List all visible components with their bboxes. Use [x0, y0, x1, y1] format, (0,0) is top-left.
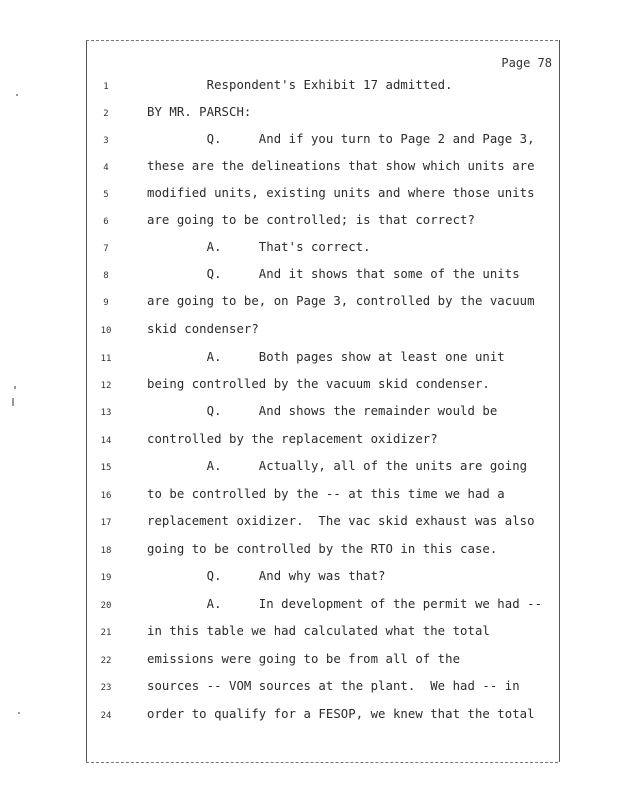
- transcript-line: [0, 184, 618, 211]
- transcript-line: [0, 103, 618, 130]
- line-text: A. Actually, all of the units are going: [147, 459, 528, 473]
- line-number: 23: [100, 683, 112, 693]
- line-text: to be controlled by the -- at this time we had a: [147, 487, 505, 501]
- line-text: going to be controlled by the RTO in this case.: [147, 542, 498, 556]
- transcript-line: [0, 595, 618, 622]
- line-number: 7: [103, 244, 109, 254]
- line-text: Q. And it shows that some of the units: [147, 267, 520, 281]
- transcript-line: [0, 622, 618, 649]
- scan-speck: [16, 94, 18, 96]
- line-text: emissions were going to be from all of the: [147, 652, 461, 666]
- transcript-line: [0, 402, 618, 429]
- line-text: being controlled by the vacuum skid condenser.: [147, 377, 490, 391]
- transcript-line: [0, 485, 618, 512]
- line-number: 3: [103, 136, 109, 146]
- line-text: these are the delineations that show which units are: [147, 159, 535, 173]
- line-number: 21: [100, 628, 112, 638]
- line-text: replacement oxidizer. The vac skid exhaust was also: [147, 514, 535, 528]
- line-text: are going to be, on Page 3, controlled by the vacuum: [147, 294, 535, 308]
- line-number: 1: [103, 82, 109, 92]
- line-number: 20: [100, 601, 112, 611]
- line-text: order to qualify for a FESOP, we knew that the total: [147, 707, 535, 721]
- line-text: Q. And if you turn to Page 2 and Page 3,: [147, 132, 535, 146]
- bottom-rule: [86, 762, 558, 763]
- line-number: 18: [100, 546, 112, 556]
- transcript-line: [0, 157, 618, 184]
- scan-speck: [14, 386, 16, 389]
- transcript-line: [0, 650, 618, 677]
- transcript-line: [0, 540, 618, 567]
- line-number: 12: [100, 381, 112, 391]
- transcript-line: [0, 705, 618, 732]
- line-text: A. Both pages show at least one unit: [147, 350, 505, 364]
- transcript-line: [0, 238, 618, 265]
- transcript-line: [0, 512, 618, 539]
- transcript-line: [0, 320, 618, 347]
- line-text: BY MR. PARSCH:: [147, 105, 252, 119]
- line-number: 16: [100, 491, 112, 501]
- line-number: 8: [103, 271, 109, 281]
- top-rule: [86, 40, 558, 41]
- line-number: 17: [100, 518, 112, 528]
- line-text: A. That's correct.: [147, 240, 371, 254]
- line-number: 14: [100, 436, 112, 446]
- line-number: 9: [103, 298, 109, 308]
- transcript-line: [0, 457, 618, 484]
- line-text: Q. And shows the remainder would be: [147, 404, 498, 418]
- line-text: controlled by the replacement oxidizer?: [147, 432, 438, 446]
- transcript-line: [0, 211, 618, 238]
- transcript-line: [0, 567, 618, 594]
- transcript-line: [0, 375, 618, 402]
- transcript-line: [0, 677, 618, 704]
- line-text: A. In development of the permit we had --: [147, 597, 543, 611]
- scan-speck: [12, 398, 14, 406]
- line-text: modified units, existing units and where those units: [147, 186, 535, 200]
- transcript-line: [0, 430, 618, 457]
- line-text: sources -- VOM sources at the plant. We had -- in: [147, 679, 520, 693]
- transcript-line: [0, 76, 618, 103]
- transcript-line: [0, 292, 618, 319]
- transcript-line: [0, 265, 618, 292]
- line-text: are going to be controlled; is that correct?: [147, 213, 475, 227]
- line-number: 4: [103, 163, 109, 173]
- line-number: 19: [100, 573, 112, 583]
- line-number: 2: [103, 109, 109, 119]
- transcript-line: [0, 348, 618, 375]
- line-number: 13: [100, 408, 112, 418]
- line-number: 10: [100, 326, 112, 336]
- line-text: in this table we had calculated what the total: [147, 624, 490, 638]
- page-number: Page 78: [501, 56, 552, 70]
- line-number: 22: [100, 656, 112, 666]
- line-number: 11: [100, 354, 112, 364]
- scan-speck: [18, 712, 20, 714]
- line-number: 15: [100, 463, 112, 473]
- line-text: Q. And why was that?: [147, 569, 386, 583]
- line-number: 5: [103, 190, 109, 200]
- line-number: 24: [100, 711, 112, 721]
- line-number: 6: [103, 217, 109, 227]
- line-text: Respondent's Exhibit 17 admitted.: [147, 78, 453, 92]
- transcript-line: [0, 130, 618, 157]
- line-text: skid condenser?: [147, 322, 259, 336]
